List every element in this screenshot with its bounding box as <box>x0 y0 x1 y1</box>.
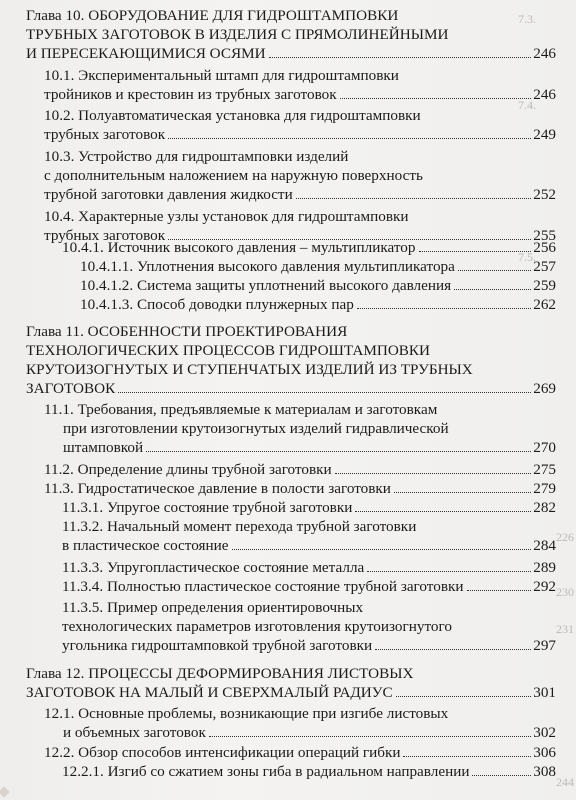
toc-entry-text: при изготовлении крутоизогнутых изделий гидравлической <box>63 420 449 437</box>
dot-leader <box>394 492 531 493</box>
bleed-through-text: 7.5. <box>518 250 536 264</box>
dot-leader <box>467 590 532 591</box>
toc-entry-text: 11.2. Определение длины трубной заготовки <box>44 461 332 478</box>
page-number: 262 <box>533 296 556 313</box>
dot-leader <box>296 198 532 199</box>
dot-leader <box>419 251 532 252</box>
toc-entry-chapter-10 <box>26 6 556 63</box>
toc-entry-12-1 <box>44 704 556 742</box>
dot-leader <box>340 98 532 99</box>
toc-entry-text: ТЕХНОЛОГИЧЕСКИХ ПРОЦЕССОВ ГИДРОШТАМПОВКИ <box>26 342 431 359</box>
toc-entry-text: 11.3.4. Полностью пластическое состояние трубной заготовки <box>62 578 464 595</box>
toc-entry-text: Глава 12. ПРОЦЕССЫ ДЕФОРМИРОВАНИЯ ЛИСТОВЫХ <box>26 665 414 682</box>
dot-leader <box>396 696 532 697</box>
toc-entry-text: 10.4. Характерные узлы установок для гидроштамповки <box>44 208 409 225</box>
toc-entry-text: технологических параметров изготовления крутоизогнутого <box>62 618 452 635</box>
toc-entry-text: ТРУБНЫХ ЗАГОТОВОК В ИЗДЕЛИЯ С ПРЯМОЛИНЕЙНЫМИ <box>26 26 449 43</box>
toc-entry-11-3-2 <box>62 517 556 555</box>
toc-entry-11-3-1 <box>62 498 556 517</box>
page-number: 301 <box>533 684 556 701</box>
toc-entry-text: 10.4.1.1. Уплотнения высокого давления мультипликатора <box>80 258 455 275</box>
toc-entry-11-3 <box>44 479 556 498</box>
toc-entry-text: КРУТОИЗОГНУТЫХ И СТУПЕНЧАТЫХ ИЗДЕЛИЙ ИЗ ТРУБНЫХ <box>26 361 473 378</box>
toc-entry-chapter-12 <box>26 664 556 702</box>
dot-leader <box>472 775 531 776</box>
toc-entry-12-2-1 <box>62 762 556 781</box>
toc-entry-10-2 <box>44 106 556 144</box>
dot-leader <box>367 571 531 572</box>
toc-entry-10-4-1-3 <box>80 295 556 314</box>
toc-entry-text: трубных заготовок <box>44 126 166 143</box>
toc-entry-10-4-1-1 <box>80 257 556 276</box>
toc-entry-text: 10.1. Экспериментальный штамп для гидроштамповки <box>44 67 399 84</box>
page-number: 279 <box>533 480 556 497</box>
page-number: 246 <box>533 86 556 103</box>
toc-entry-text: 12.2.1. Изгиб со сжатием зоны гиба в радиальном направлении <box>62 763 470 780</box>
toc-entry-chapter-11 <box>26 322 556 398</box>
dot-leader <box>269 57 532 58</box>
page-number: 289 <box>533 559 556 576</box>
toc-entry-11-1 <box>44 400 556 457</box>
toc-entry-11-2 <box>44 460 556 479</box>
page-number: 256 <box>533 239 556 256</box>
bleed-through-text: 7.4. <box>518 98 536 112</box>
toc-entry-text: 10.2. Полуавтоматическая установка для гидроштамповки <box>44 107 421 124</box>
page-number: 275 <box>533 461 556 478</box>
toc-entry-text: 11.1. Требования, предъявляемые к материалам и заготовкам <box>44 401 438 418</box>
dot-leader <box>118 392 531 393</box>
toc-entry-text: 10.4.1.3. Способ доводки плунжерных пар <box>80 296 354 313</box>
dot-leader <box>146 451 531 452</box>
page-number: 308 <box>533 763 556 780</box>
toc-entry-text: 12.2. Обзор способов интенсификации операций гибки <box>44 744 401 761</box>
toc-entry-11-3-5 <box>62 598 556 655</box>
page-number: 246 <box>533 45 556 62</box>
toc-entry-text: тройников и крестовин из трубных заготовок <box>44 86 337 103</box>
dot-leader <box>403 756 531 757</box>
toc-entry-text: 11.3.2. Начальный момент перехода трубной заготовки <box>62 518 417 535</box>
bleed-through-text: 226 <box>556 530 574 544</box>
toc-entry-text: 11.3.5. Пример определения ориентировочных <box>62 599 364 616</box>
toc-entry-text: трубной заготовки давления жидкости <box>44 186 293 203</box>
toc-entry-text: ЗАГОТОВОК <box>26 380 116 397</box>
dot-leader <box>209 736 531 737</box>
toc-entry-10-3 <box>44 147 556 204</box>
toc-entry-text: 11.3.1. Упругое состояние трубной заготовки <box>62 499 353 516</box>
toc-entry-text: И ПЕРЕСЕКАЮЩИМИСЯ ОСЯМИ <box>26 45 266 62</box>
toc-entry-text: Глава 11. ОСОБЕННОСТИ ПРОЕКТИРОВАНИЯ <box>26 323 348 340</box>
toc-entry-text: трубных заготовок <box>44 227 166 244</box>
page-number: 302 <box>533 724 556 741</box>
page-number: 292 <box>533 578 556 595</box>
toc-entry-text: 11.3.3. Упругопластическое состояние металла <box>62 559 365 576</box>
page-number: 297 <box>533 637 556 654</box>
page-number: 270 <box>533 439 556 456</box>
dot-leader <box>335 473 532 474</box>
toc-entry-text: Глава 10. ОБОРУДОВАНИЕ ДЛЯ ГИДРОШТАМПОВКИ <box>26 7 399 24</box>
page-number: 255 <box>533 227 556 244</box>
toc-entry-10-4-1-2 <box>80 276 556 295</box>
bleed-through-text: 230 <box>556 585 574 599</box>
toc-entry-text: угольника гидроштамповкой трубной заготовки <box>62 637 373 654</box>
bleed-through-text: 7.3. <box>518 12 536 26</box>
toc-entry-12-2 <box>44 743 556 762</box>
toc-entry-text: с дополнительным наложением на наружную поверхность <box>44 167 423 184</box>
dot-leader <box>458 270 531 271</box>
toc-entry-text: в пластическое состояние <box>62 537 229 554</box>
toc-entry-text: ЗАГОТОВОК НА МАЛЫЙ И СВЕРХМАЛЫЙ РАДИУС <box>26 684 393 701</box>
toc-entry-11-3-3 <box>62 558 556 577</box>
toc-entry-text: 10.4.1. Источник высокого давления – мультипликатор <box>62 239 416 256</box>
dot-leader <box>232 549 532 550</box>
toc-entry-text: штамповкой <box>63 439 144 456</box>
toc-entry-10-1 <box>44 66 556 104</box>
dot-leader <box>375 649 531 650</box>
page-number: 306 <box>533 744 556 761</box>
toc-entry-text: 10.4.1.2. Система защиты уплотнений высокого давления <box>80 277 452 294</box>
toc-entry-text: 11.3. Гидростатическое давление в полости заготовки <box>44 480 391 497</box>
bleed-through-text: 231 <box>556 622 574 636</box>
toc-entry-text: 12.1. Основные проблемы, возникающие при изгибе листовых <box>44 705 449 722</box>
page-number: 257 <box>533 258 556 275</box>
page-number: 249 <box>533 126 556 143</box>
dot-leader <box>357 308 531 309</box>
dot-leader <box>355 511 531 512</box>
page-number: 269 <box>533 380 556 397</box>
page-number: 284 <box>533 537 556 554</box>
toc-entry-text: и объемных заготовок <box>63 724 206 741</box>
page-number: 259 <box>533 277 556 294</box>
toc-entry-11-3-4 <box>62 577 556 596</box>
page-number: 282 <box>533 499 556 516</box>
toc-entry-10-4-1 <box>62 238 556 257</box>
page-number: 252 <box>533 186 556 203</box>
bleed-through-text: 244 <box>556 775 574 789</box>
toc-entry-text: 10.3. Устройство для гидроштамповки изделий <box>44 148 349 165</box>
corner-mark <box>0 786 10 797</box>
dot-leader <box>454 289 531 290</box>
dot-leader <box>168 138 531 139</box>
